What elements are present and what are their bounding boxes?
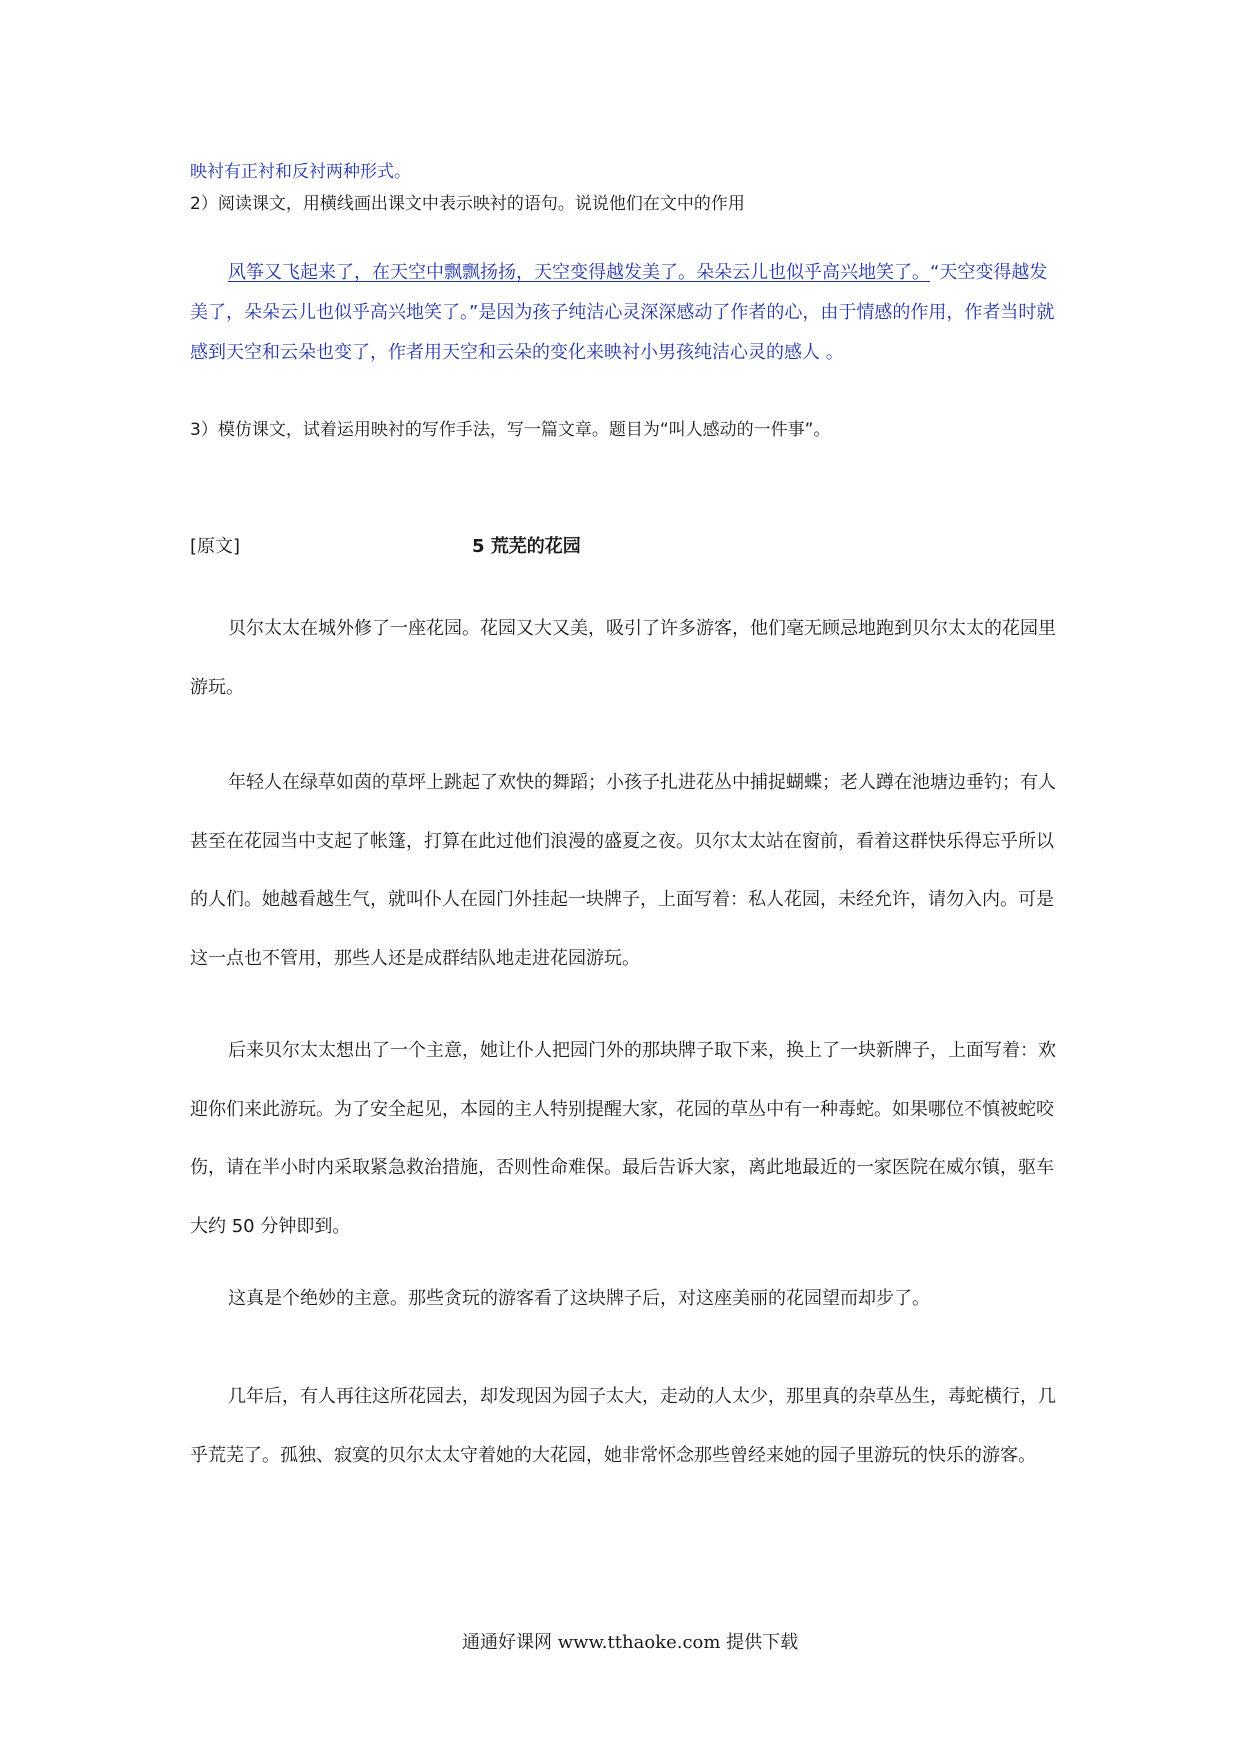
contrast-forms-line: 映衬有正衬和反衬两种形式。 bbox=[190, 162, 411, 182]
article-paragraph-4: 这真是个绝妙的主意。那些贪玩的游客看了这块牌子后，对这座美丽的花园望而却步了。 bbox=[228, 1288, 930, 1309]
question-2: 2）阅读课文，用横线画出课文中表示映衬的语句。说说他们在文中的作用 bbox=[190, 194, 745, 214]
answer-2-paragraph bbox=[190, 253, 1060, 373]
article-paragraph-2: 年轻人在绿草如茵的草坪上跳起了欢快的舞蹈；小孩子扎进花丛中捕捉蝴蝶；老人蹲在池塘边垂钓；有人甚至在花园当中支起了帐篷，打算在此过他们浪漫的盛夏之夜。贝尔太太站在窗前，看着这群快乐得忘乎所以的人们。她越看越生气，就叫仆人在园门外挂起一块牌子，上面写着：私人花园，未经允许，请勿入内。可是这一点也不管用，那些人还是成群结队地走进花园游玩。 bbox=[190, 772, 1056, 969]
article-paragraph-3: 后来贝尔太太想出了一个主意，她让仆人把园门外的那块牌子取下来，换上了一块新牌子，上面写着：欢迎你们来此游玩。为了安全起见，本园的主人特别提醒大家，花园的草丛中有一种毒蛇。如果哪位不慎被蛇咬伤，请在半小时内采取紧急救治措施，否则性命难保。最后告诉大家，离此地最近的一家医院在威尔镇，驱车大约 50 分钟即到。 bbox=[190, 1040, 1056, 1237]
article-title: 5 荒芜的花园 bbox=[472, 536, 581, 557]
footer-download-note: 通通好课网 www.tthaoke.com 提供下载 bbox=[462, 1632, 799, 1653]
article-paragraph-5: 几年后，有人再往这所花园去，却发现因为园子太大，走动的人太少，那里真的杂草丛生，毒蛇横行，几乎荒芜了。孤独、寂寞的贝尔太太守着她的大花园，她非常怀念那些曾经来她的园子里游玩的快乐的游客。 bbox=[190, 1386, 1056, 1466]
article-paragraph-1: 贝尔太太在城外修了一座花园。花园又大又美，吸引了许多游客，他们毫无顾忌地跑到贝尔太太的花园里游玩。 bbox=[190, 618, 1056, 698]
answer-2-explanation: “天空变得越发美了，朵朵云儿也似乎高兴地笑了。”是因为孩子纯洁心灵深深感动了作者的心，由于情感的作用，作者当时就感到天空和云朵也变了，作者用天空和云朵的变化来映衬小男孩纯洁心灵的感人 。 bbox=[190, 262, 1055, 363]
source-text-label: [原文] bbox=[190, 536, 241, 557]
underlined-contrast-sentence: 风筝又飞起来了，在天空中飘飘扬扬，天空变得越发美了。朵朵云儿也似乎高兴地笑了。 bbox=[228, 262, 930, 283]
question-3: 3）模仿课文，试着运用映衬的写作手法，写一篇文章。题目为“叫人感动的一件事”。 bbox=[190, 420, 831, 440]
